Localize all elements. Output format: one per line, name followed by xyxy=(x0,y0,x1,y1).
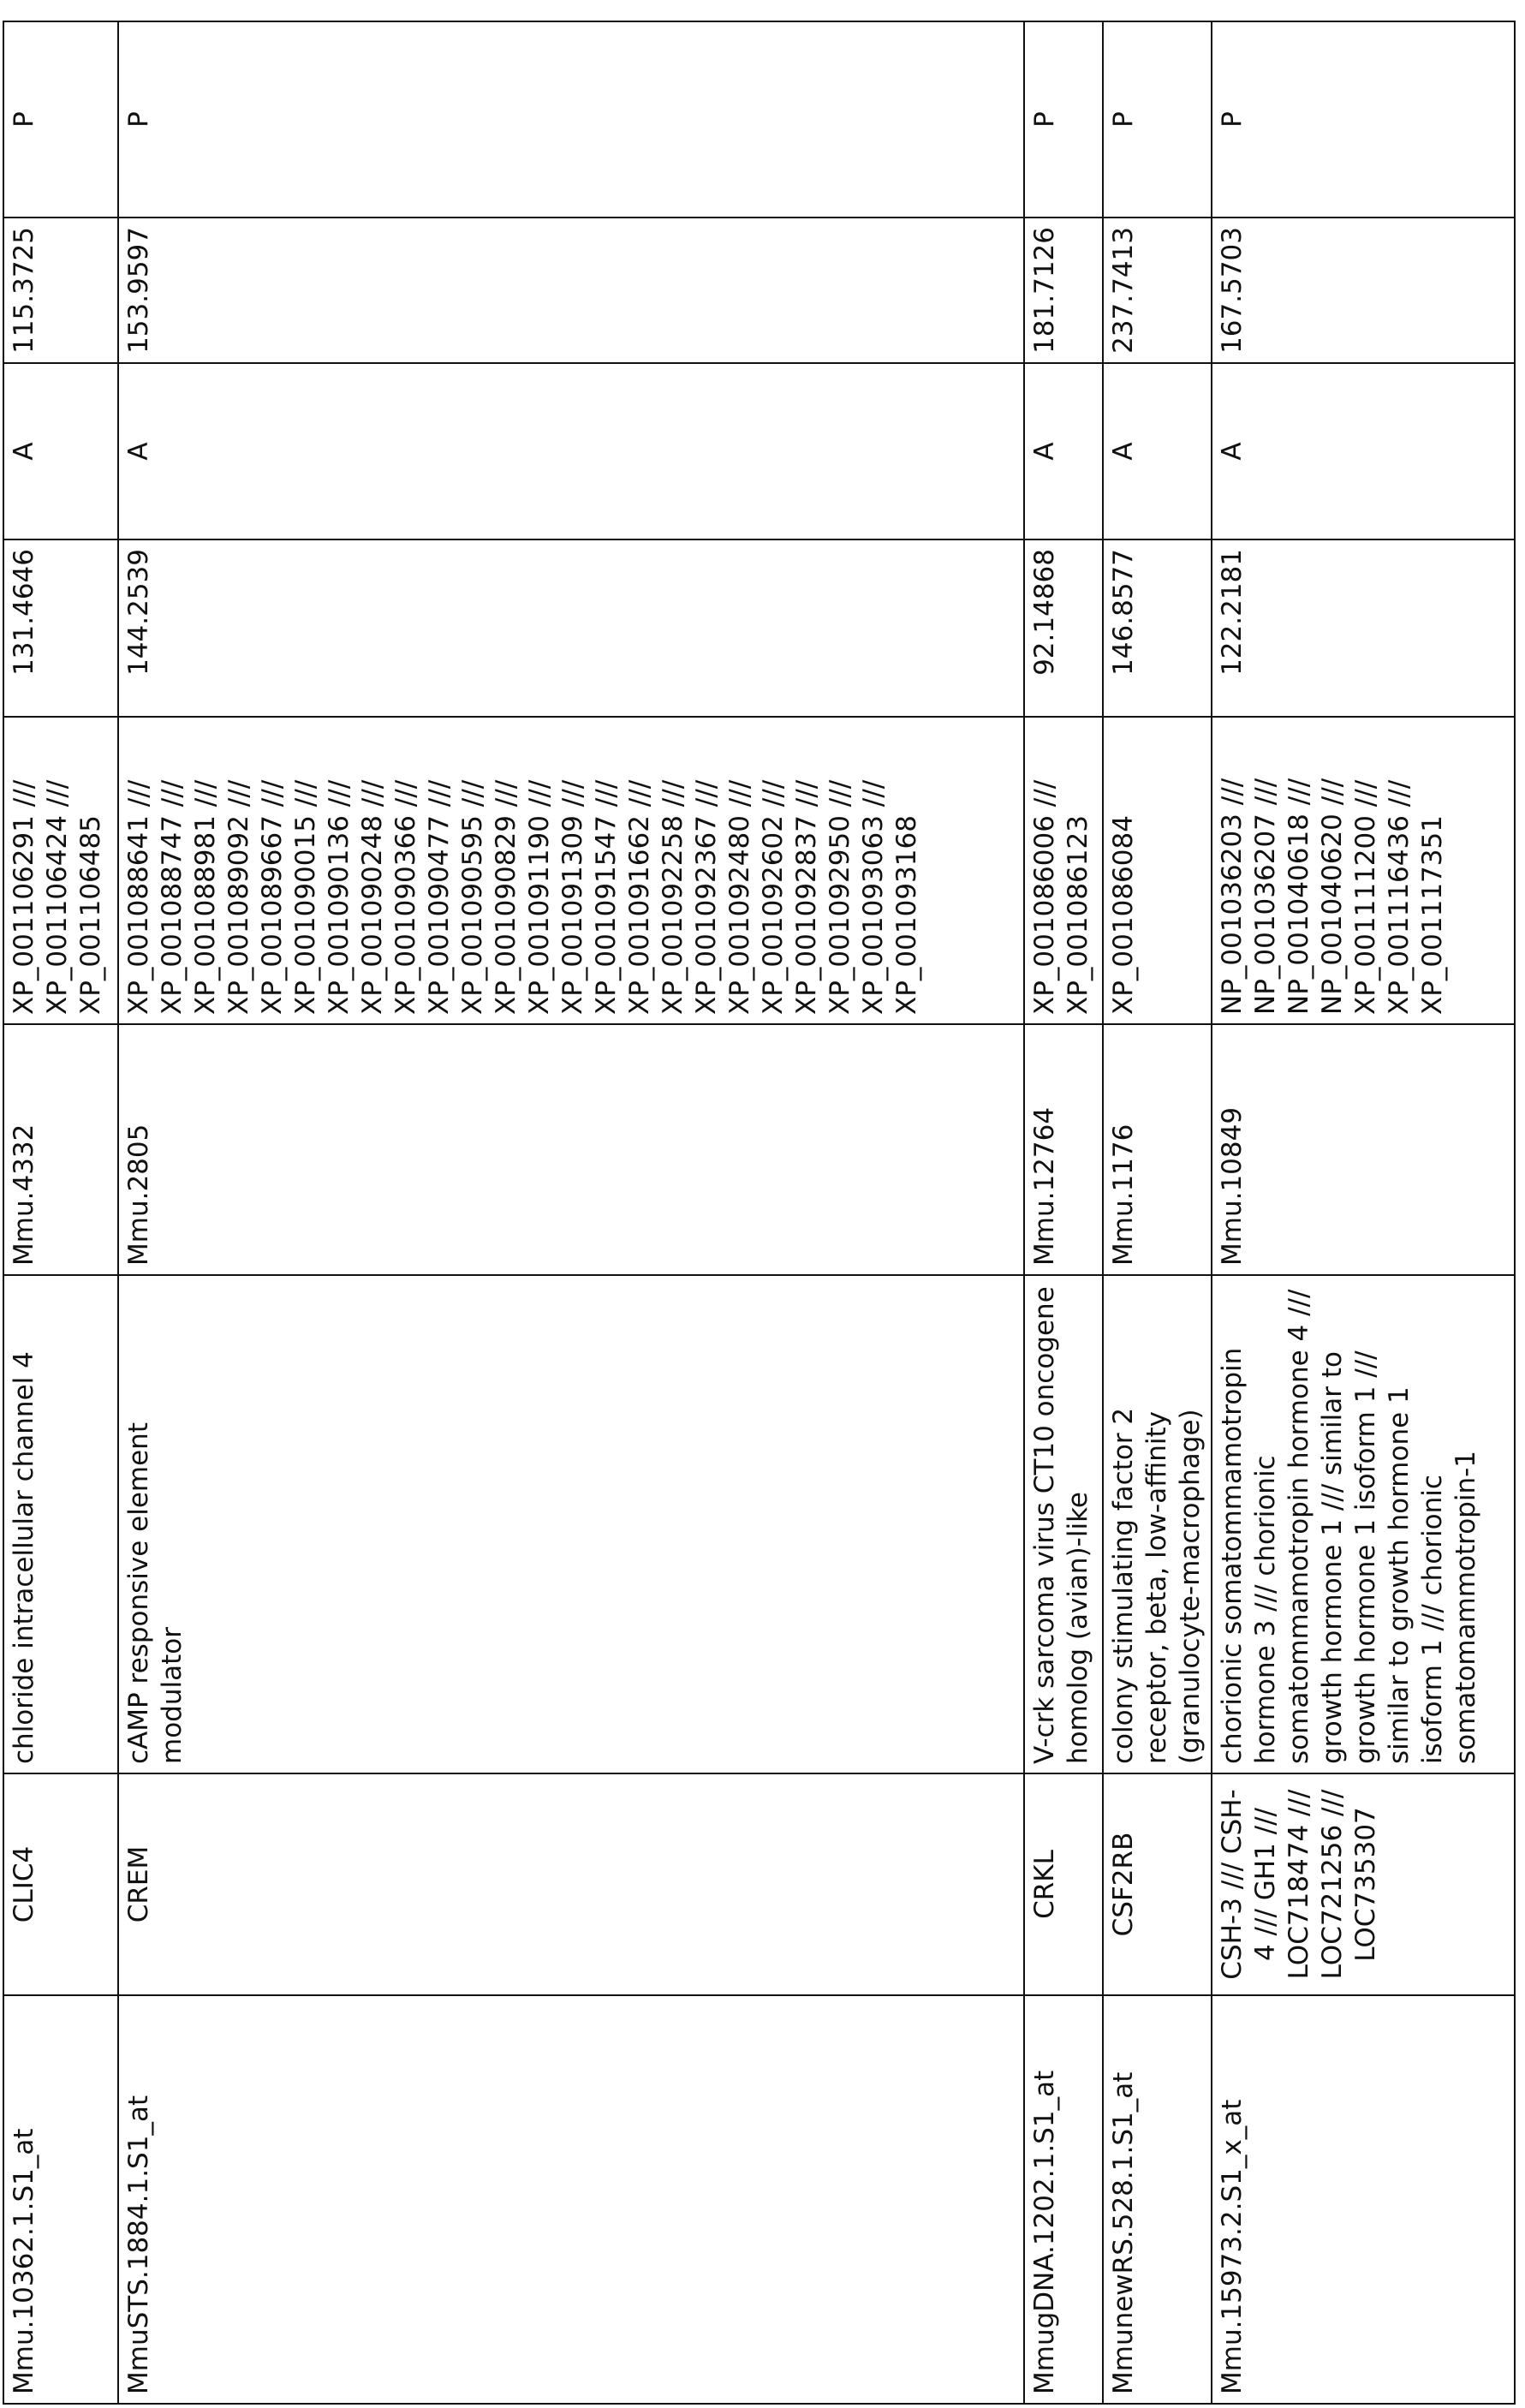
refseq-id: XP_001092950 /// xyxy=(824,726,857,1015)
value2-cell: 115.3725 xyxy=(3,218,118,363)
refseq-id: XP_001091547 /// xyxy=(590,726,623,1015)
refseq-id: XP_001088981 /// xyxy=(189,726,223,1015)
probe-id-cell: MmuSTS.1884.1.S1_at xyxy=(118,1995,1024,2404)
refseq-id: NP_001036207 /// xyxy=(1249,726,1283,1015)
gene-symbol-cell: CSH-3 /// CSH-4 /// GH1 /// LOC718474 /// LOC721256 /// LOC735307 xyxy=(1212,1773,1515,1995)
refseq-id: XP_001090366 /// xyxy=(390,726,423,1015)
gene-title-cell: chorionic somatommamotropin hormone 3 /// chorionic somatommamotropin hormone 4 /// growth hormone 1 /// similar to growth hormone 1 isoform 1 /// similar to growth hormone 1 isoform 1 /// chorionic somatomammotropin-1 xyxy=(1212,1275,1515,1773)
refseq-id: NP_001040618 /// xyxy=(1283,726,1316,1015)
refseq-id: XP_001093063 /// xyxy=(857,726,891,1015)
refseq-id: XP_001106291 /// xyxy=(8,726,41,1015)
refseq-id: NP_001040620 /// xyxy=(1316,726,1349,1015)
refseq-id: XP_001111200 /// xyxy=(1349,726,1383,1015)
gene-title-cell: cAMP responsive element modulator xyxy=(118,1275,1024,1773)
refseq-id: XP_001088641 /// xyxy=(122,726,156,1015)
gene-symbol-cell: CLIC4 xyxy=(3,1773,118,1995)
refseq-id: XP_001089092 /// xyxy=(223,726,256,1015)
refseq-id: XP_001090015 /// xyxy=(289,726,323,1015)
refseq-id: XP_001086123 xyxy=(1062,726,1095,1015)
value1-cell: 122.2181 xyxy=(1212,539,1515,717)
refseq-id: XP_001091662 /// xyxy=(623,726,657,1015)
refseq-id: XP_001090829 /// xyxy=(490,726,523,1015)
table-row xyxy=(1103,21,1212,2404)
unigene-cell: Mmu.10849 xyxy=(1212,1024,1515,1275)
probe-id-cell: Mmu.10362.1.S1_at xyxy=(3,1995,118,2404)
value2-cell: 167.5703 xyxy=(1212,218,1515,363)
refseq-id: XP_001093168 xyxy=(891,726,924,1015)
refseq-cell xyxy=(118,717,1024,1024)
call1-cell: A xyxy=(1024,363,1103,539)
value1-cell: 144.2539 xyxy=(118,539,1024,717)
refseq-id: XP_001090595 /// xyxy=(456,726,490,1015)
unigene-cell: Mmu.12764 xyxy=(1024,1024,1103,1275)
refseq-id: XP_001090477 /// xyxy=(423,726,456,1015)
gene-title-cell: colony stimulating factor 2 receptor, beta, low-affinity (granulocyte-macrophage) xyxy=(1103,1275,1212,1773)
value2-cell: 181.7126 xyxy=(1024,218,1103,363)
call2-cell: P xyxy=(118,21,1024,218)
table-row xyxy=(1024,21,1103,2404)
gene-symbol-cell: CSF2RB xyxy=(1103,1773,1212,1995)
refseq-id: XP_001092367 /// xyxy=(690,726,724,1015)
refseq-id: XP_001092602 /// xyxy=(757,726,790,1015)
table-row xyxy=(1212,21,1515,2404)
gene-title-cell: V-crk sarcoma virus CT10 oncogene homolog (avian)-like xyxy=(1024,1275,1103,1773)
call1-cell: A xyxy=(118,363,1024,539)
refseq-cell xyxy=(1024,717,1103,1024)
gene-title-cell: chloride intracellular channel 4 xyxy=(3,1275,118,1773)
refseq-id: XP_001106424 /// xyxy=(41,726,74,1015)
refseq-id: XP_001092480 /// xyxy=(724,726,757,1015)
unigene-cell: Mmu.1176 xyxy=(1103,1024,1212,1275)
refseq-cell xyxy=(1212,717,1515,1024)
probe-id-cell: Mmu.15973.2.S1_x_at xyxy=(1212,1995,1515,2404)
table-row xyxy=(3,21,118,2404)
refseq-id: XP_001117351 xyxy=(1416,726,1450,1015)
refseq-id: XP_001116436 /// xyxy=(1383,726,1416,1015)
call1-cell: A xyxy=(3,363,118,539)
value2-cell: 153.9597 xyxy=(118,218,1024,363)
table-row xyxy=(118,21,1024,2404)
refseq-id: XP_001106485 xyxy=(74,726,108,1015)
gene-symbol-cell: CREM xyxy=(118,1773,1024,1995)
refseq-id: XP_001088747 /// xyxy=(156,726,189,1015)
refseq-id: XP_001086084 xyxy=(1107,726,1141,1015)
refseq-id: XP_001092837 /// xyxy=(790,726,824,1015)
refseq-id: XP_001086006 /// xyxy=(1028,726,1062,1015)
call1-cell: A xyxy=(1212,363,1515,539)
value1-cell: 131.4646 xyxy=(3,539,118,717)
call2-cell: P xyxy=(1212,21,1515,218)
value2-cell: 237.7413 xyxy=(1103,218,1212,363)
unigene-cell: Mmu.2805 xyxy=(118,1024,1024,1275)
unigene-cell: Mmu.4332 xyxy=(3,1024,118,1275)
refseq-id: XP_001089667 /// xyxy=(256,726,289,1015)
call2-cell: P xyxy=(1024,21,1103,218)
refseq-id: XP_001090136 /// xyxy=(323,726,356,1015)
refseq-id: XP_001092258 /// xyxy=(657,726,690,1015)
call1-cell: A xyxy=(1103,363,1212,539)
refseq-id: XP_001091190 /// xyxy=(523,726,557,1015)
value1-cell: 146.8577 xyxy=(1103,539,1212,717)
refseq-id: XP_001090248 /// xyxy=(356,726,390,1015)
call2-cell: P xyxy=(1103,21,1212,218)
refseq-id: XP_001091309 /// xyxy=(557,726,590,1015)
gene-symbol-cell: CRKL xyxy=(1024,1773,1103,1995)
refseq-cell xyxy=(1103,717,1212,1024)
probe-id-cell: MmunewRS.528.1.S1_at xyxy=(1103,1995,1212,2404)
probe-id-cell: MmugDNA.1202.1.S1_at xyxy=(1024,1995,1103,2404)
refseq-cell xyxy=(3,717,118,1024)
rotated-page xyxy=(3,22,1507,2405)
value1-cell: 92.14868 xyxy=(1024,539,1103,717)
refseq-id: NP_001036203 /// xyxy=(1216,726,1249,1015)
call2-cell: P xyxy=(3,21,118,218)
probe-table xyxy=(3,21,1516,2405)
